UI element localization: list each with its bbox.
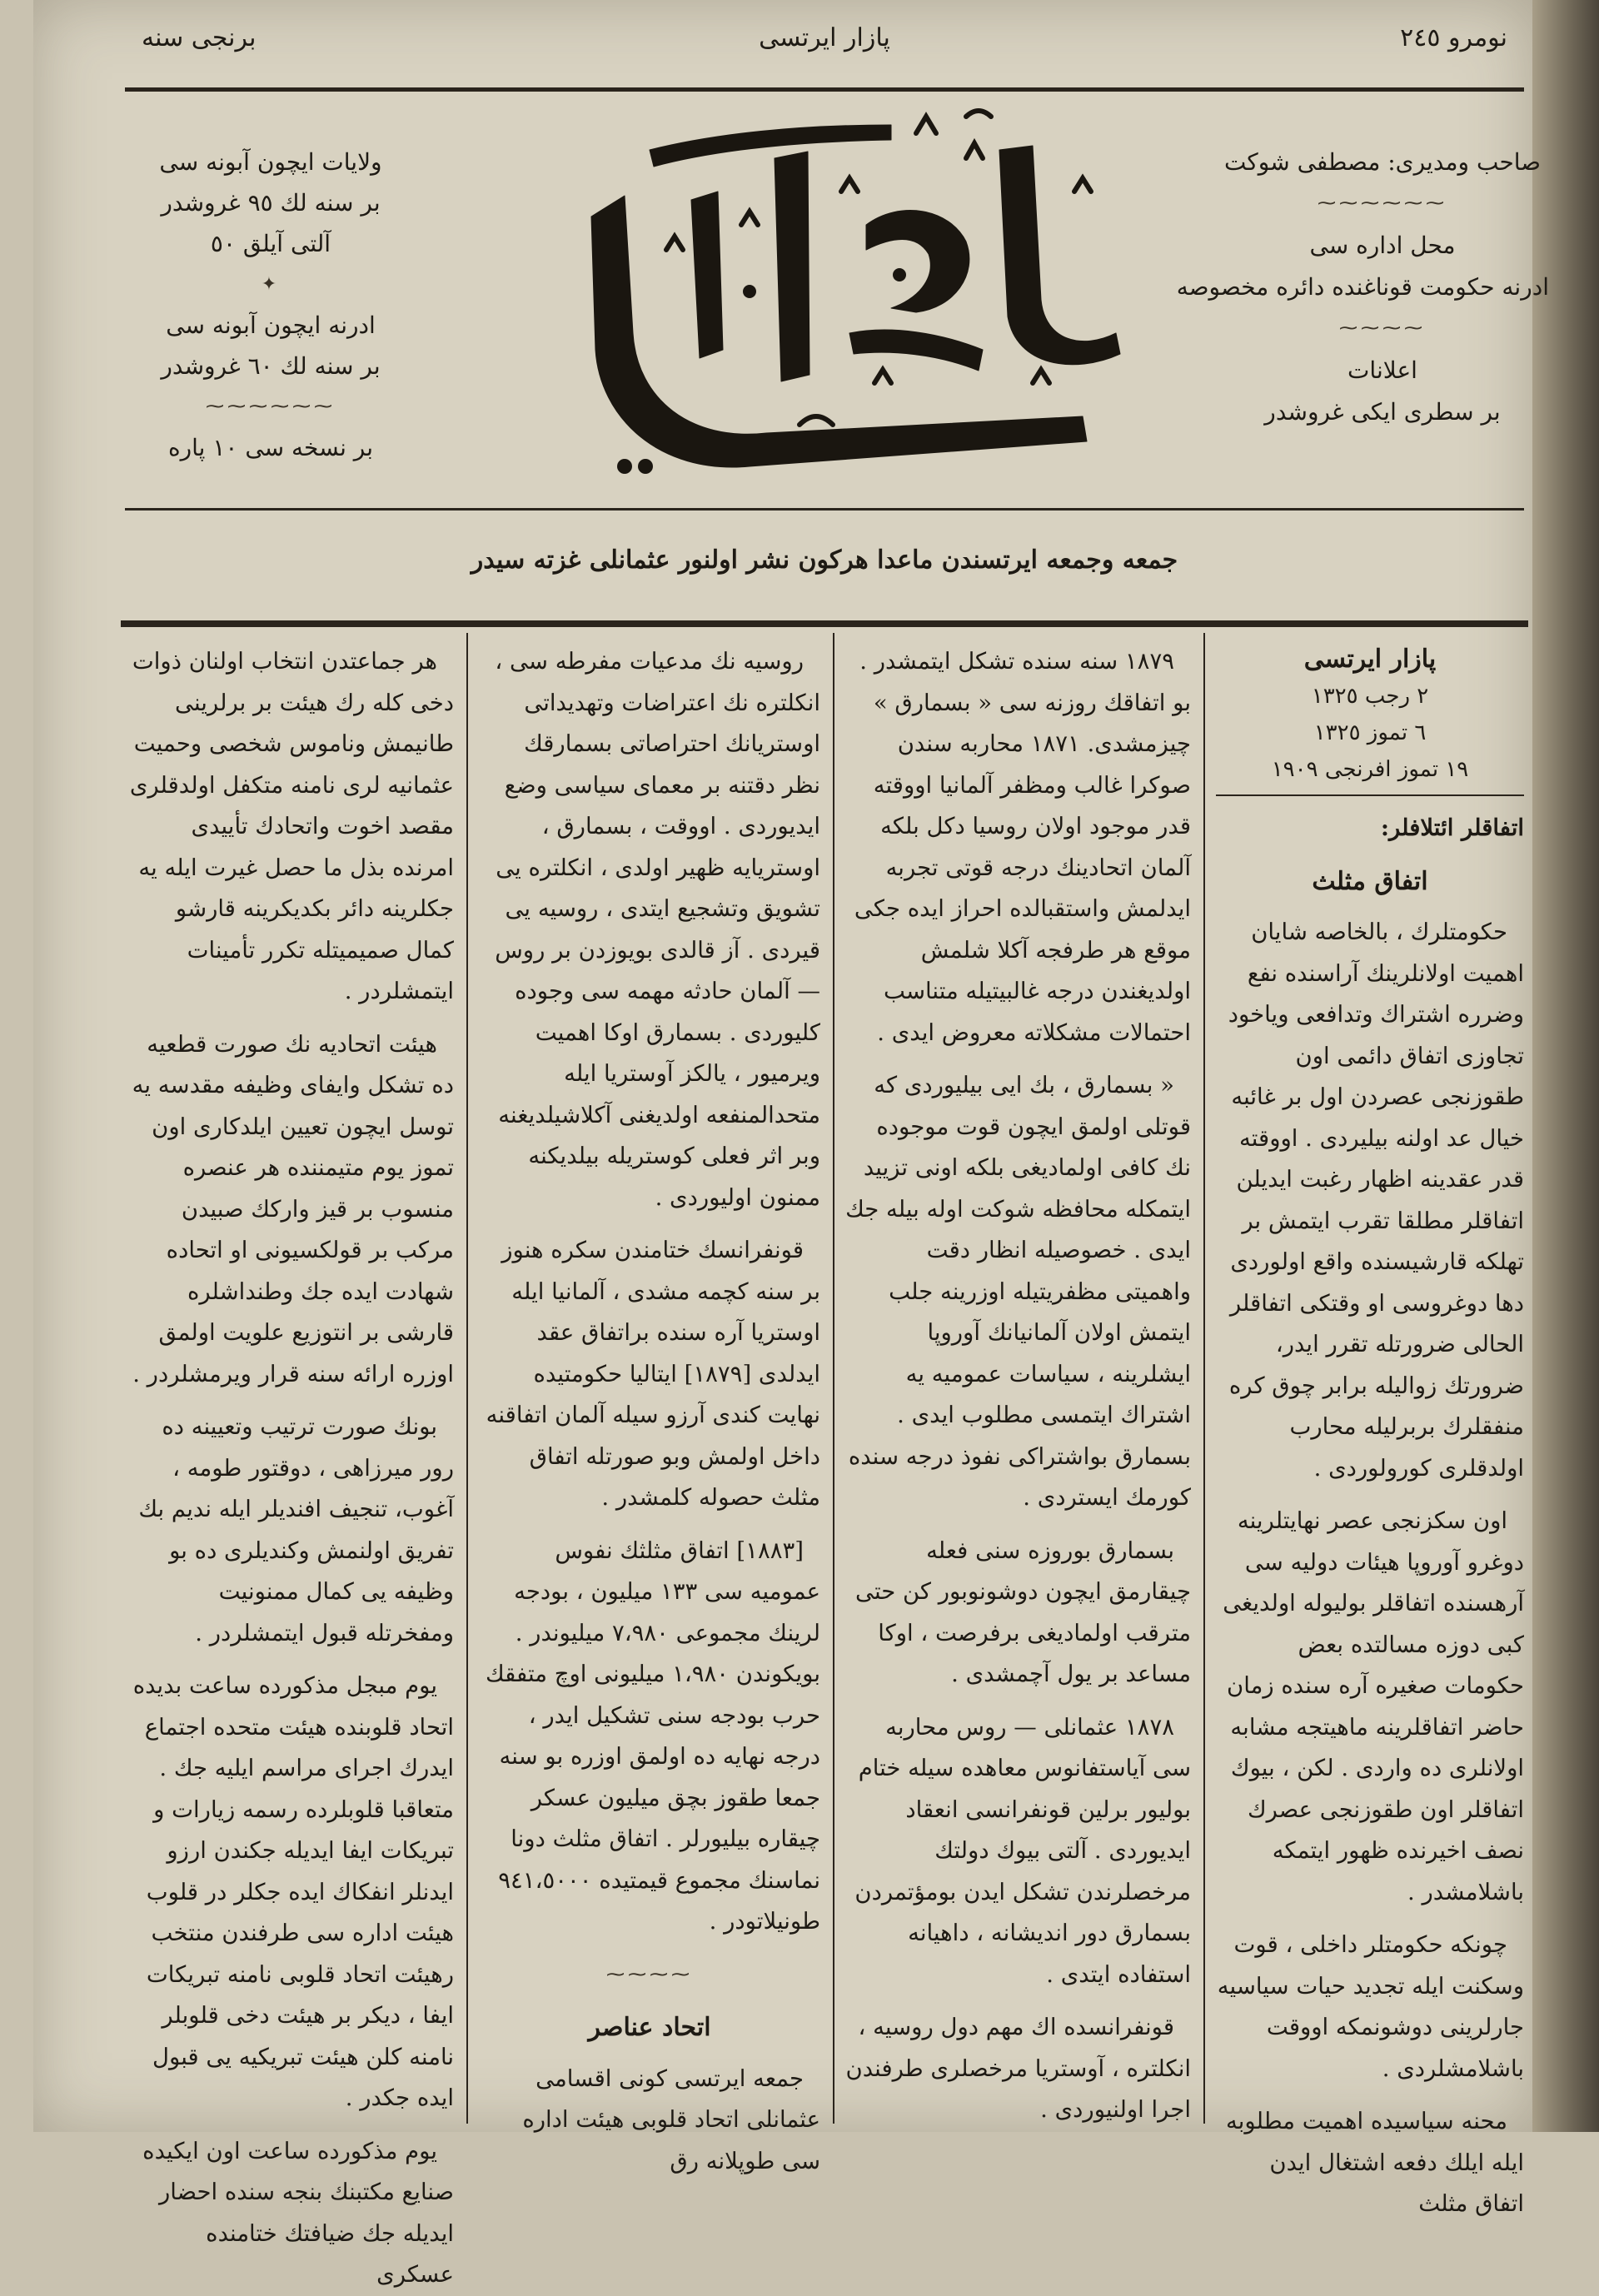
date-hijri: ٢ رجب ١٣٢٥ <box>1311 684 1429 709</box>
article-paragraph: جمعه ایرتسی کونی اقسامی عثمانلی اتحاد قلوبی هیئت اداره سی طوپلانه رق <box>522 2064 820 2174</box>
subscription-line: بر سنه لك ٦٠ غروشدر <box>161 352 381 380</box>
column-divider <box>466 633 468 2124</box>
article-paragraph: ١٨٧٨ عثمانلی — روس محاربه سی آیاستفانوس معاهده سیله ختام بولیور برلین قونفرانسی انعقاد ایدیوردی . آلتی بیوك دولتك مرخصلرندن تشکل ایدن بومؤتمردن بسمارق دور اندیشانه ، داهیانه استفاده ایتدی . <box>854 1713 1191 1988</box>
section-heading: اتحاد عناصر <box>588 2013 711 2042</box>
article-paragraph: قونفرانسك ختامندن سکره هنوز بر سنه کچمه مشدی ، آلمانیا ایله اوستریا آره سنده براتفاق عقد ایدلدی [١٨٧٩] ایتالیا حکومتیده نهایت کندی آرزو سیله آلمان اتفاقنه داخل اولمش وبو صورتله اتفاق مثلث حصوله کلمشدر . <box>486 1237 820 1511</box>
article-paragraph: هیئت اتحادیه نك صورت قطعیه ده تشکل وایفای وظیفه مقدسه یه توسل ایچون تعیین ایلدکاری اون تموز یوم متیمننده هر عنصره منسوب بر قیز وارکك صبیدن مرکب بر قولکسیونی او اتحاده شهادت ایده جك وطنداشلره قارشی بر انتوزیع علویت اولمق اوزره ارائه سنه قرار ویرمشلردر . <box>132 1030 454 1387</box>
article-column-2 <box>845 641 1191 2124</box>
date-gregorian: ١٩ تموز افرنجی ١٩٠٩ <box>1271 757 1469 782</box>
masthead-logo <box>500 100 1183 500</box>
subscription-line: ادرنه ایچون آبونه سی <box>166 311 376 339</box>
article-paragraph: یوم مذکورده ساعت اون ایکیده صنایع مکتبنك بنجه سنده احضار ایدیله جك ضیافتك ختامنده عسکری <box>142 2137 454 2288</box>
article-paragraph: بسمارق بوروزه سنی فعله چیقارمق ایچون دوشونوبور کن حتی مترقب اولمادیغی برفرصت ، اوکا مساعد بر یول آچمشدی . <box>855 1536 1191 1687</box>
ornament-divider: ⁓⁓⁓⁓ <box>606 1964 693 1985</box>
date-day: پازار ایرتسی <box>1303 645 1437 674</box>
article-paragraph: حکومتلرك ، بالخاصه شایان اهمیت اولانلرینك آراسنده نفع وضرره اشتراك وتدافعی ویاخود تجاوزی اتفاق دائمی اون طقوزنجی عصردن اول بر غائبه خیال عد اولنه بیلیردی . اووقته قدر عقدینه اظهار رغبت ایدیلن اتفاقلر مطلقا تقرب ایتمش بر تهلکه قارشیسنده واقع اولوردی دها دوغروسی او وقتکی اتفاقلر الحالی ضرورتله تقرر ایدر، ضرورتك زوالیله برابر چوق کره منفقلرك بربرلیله محارب اولدقلری کورولوردی . <box>1228 919 1524 1482</box>
date-divider <box>1216 794 1524 796</box>
ornament-divider: ⁓⁓⁓⁓ <box>1339 318 1426 339</box>
subscription-line: ولایات ایچون آبونه سی <box>159 148 382 176</box>
subscription-box <box>133 142 408 468</box>
section-kicker: اتفاقلر ائتلافلر: <box>1380 814 1524 841</box>
article-column-1 <box>1216 641 1524 2217</box>
masthead-calligraphy <box>500 100 1183 500</box>
masthead-subtitle: جمعه وجمعه ایرتسندن ماعدا هرکون نشر اولنور عثمانلی غزته سیدر <box>471 545 1178 575</box>
subscription-line: آلتی آیلق ٥٠ <box>210 230 331 257</box>
ads-price: بر سطری ایکی غروشدر <box>1264 398 1501 426</box>
office-address: ادرنه حکومت قوناغنده دائره مخصوصه <box>1176 273 1549 301</box>
article-column-3 <box>479 641 820 2174</box>
column-divider <box>833 633 834 2124</box>
article-paragraph: اون سکزنجی عصر نهایتلرینه دوغرو آوروپا هیئات دولیه سی آرهسنده اتفاقلر بولیوله اولدیغی کبی دوزه مسالتده بعض حکومات صغیره آره سنده زمان حاضر اتفاقلرینه ماهیتجه مشابه اولانلری ده واردی . لکن ، بیوك اتفاقلر اون طقوزنجی عصرك نصف اخیرنده ظهور ایتمکه باشلامشدر . <box>1223 1507 1524 1905</box>
office-label: محل اداره سی <box>1309 232 1456 259</box>
ornament-divider: ✦ <box>261 274 281 295</box>
subscription-line: بر نسخه سی ١٠ پاره <box>167 434 374 461</box>
owner-line: صاحب ومدیری: مصطفی شوکت <box>1223 148 1542 176</box>
header-rule-top <box>125 87 1524 92</box>
article-paragraph: چونکه حکومتلر داخلی ، قوت وسکنت ایله تجدید حیات سیاسیه جارلرینی دوشونمکه اووقت باشلامشلردی . <box>1217 1931 1524 2082</box>
article-column-4 <box>125 641 454 2288</box>
top-header <box>125 17 1524 58</box>
year-label: برنجی سنه <box>142 23 257 52</box>
weekday-label: پازار ایرتسی <box>759 23 890 52</box>
ornament-divider: ⁓⁓⁓⁓⁓⁓ <box>1318 193 1447 214</box>
article-paragraph: ١٨٧٩ سنه سنده تشکل ایتمشدر . بو اتفاقك روزنه سی « بسمارق » چیزمشدی. ١٨٧١ محاربه سندن صوکرا غالب ومظفر آلمانیا اووقته قدر موجود اولان روسیا دکل بلکه آلمان اتحادینك درجه قوتی تجربه ایدلمش واستقبالده احراز ایده جکی موقع هر طرفجه آکلا شلمش اولدیغندن درجه غالبیتیله متناسب احتمالات مشکلاته معروض ایدی . <box>854 648 1191 1046</box>
columns-rule-top <box>121 620 1528 627</box>
column-divider <box>1203 633 1205 2124</box>
date-box <box>1216 641 1524 788</box>
article-paragraph: [١٨٨٣] اتفاق مثلثك نفوس عمومیه سی ١٣٣ میلیون ، بودجه لرینك مجموعی ٧،٩٨٠ میلیوندر . بویکوندن ١،٩٨٠ میلیونی اوچ متفقك حرب بودجه سنی تشکیل ایدر ، درجه نهایه ده اولمق اوزره بو سنه جمعا طقوز بچق میلیون عسکر چیقاره بیلیورلر . اتفاق مثلث دونا نماسنك مجموع قیمتیده ٩٤١،٥٠٠٠ طونیلاتودر . <box>485 1536 820 1935</box>
article-paragraph: روسیه نك مدعیات مفرطه سی ، انکلتره نك اعتراضات وتهدیداتی اوستریانك احتراصاتی بسمارقك نظر دقتنه بر معمای سیاسی وضع ایدیوردی . اووقت ، بسمارق ، اوستریایه ظهیر اولدی ، انکلتره یی تشویق وتشجیع ایتدی ، روسیه یی قیردی . آز قالدی بویوزدن بر روس — آلمان حادثه مهمه سی وجوده کلیوردی . بسمارق اوکا اهمیت ویرمیور ، یالکز آوستریا ایله متحدالمنفعه اولدیغنی آکلاشیلدیغنه وبر اثر فعلی کوستریله بیلدیکنه ممنون اولیوردی . <box>495 648 820 1211</box>
date-rumi: ٦ تموز ١٣٢٥ <box>1313 720 1427 745</box>
article-paragraph: هر جماعتدن انتخاب اولنان ذوات دخی کله رك هیئت بر برلرینی طانیمش وناموس شخصی وحمیت عثمانیه لری نامنه متکفل اولدقلری مقصد اخوت واتحادك تأییدی امرنده بذل ما حصل غیرت ایله یه جکلرینه دائر بکدیکرینه قارشو کمال صمیمیتله تکرر تأمینات ایتمشلردر . <box>129 648 454 1004</box>
issue-number: نومرو ٢٤٥ <box>1400 23 1507 52</box>
article-paragraph: محنه سیاسیده اهمیت مطلوبه ایله ایلك دفعه اشتغال ایدن اتفاق مثلث <box>1226 2108 1524 2217</box>
article-paragraph: یوم مبجل مذکورده ساعت بدیده اتحاد قلوبنده هیئت متحده اجتماع ایدرك اجرای مراسم ایلیه جك . متعاقبا قلوبلرده رسمه زیارات و تبریکات ایفا ایدیله جکندن ارزو ایدنلر انفکاك ایده جکلر در قلوب هیئت اداره سی طرفندن منتخب رهیئت اتحاد قلوبی نامنه تبریکات ایفا ، دیکر بر هیئت دخی قلوبلر نامنه کلن هیئت تبریکیه یی قبول ایده جکدر . <box>132 1672 454 2111</box>
article-paragraph: « بسمارق ، بك ایی بیلیوردی که قوتلی اولمق ایچون قوت موجوده نك کافی اولمادیغی بلکه اونی تزیید ایتمکله محافظه شوکت اوله بیله جك ایدی . خصوصیله انظار دقت واهمیتی مظفریتیله اوزرینه جلب ایتمش اولان آلمانیانك آوروپا ایشلرینه ، سیاسات عمومیه یه اشتراك ایتمسی مطلوب ایدی . بسمارق بواشتراکی نفوذ درجه سنده کورمك ایستردی . <box>845 1072 1191 1511</box>
ads-label: اعلانات <box>1347 356 1417 384</box>
ornament-divider: ⁓⁓⁓⁓⁓⁓ <box>206 396 336 417</box>
article-heading: اتفاق مثلث <box>1312 866 1428 896</box>
publisher-box <box>1176 142 1549 433</box>
masthead-rule <box>125 508 1524 510</box>
article-paragraph: قونفرانسده اك مهم دول روسیه ، انکلتره ، آوستریا مرخصلری طرفندن اجرا اولنیوردی . <box>845 2014 1191 2123</box>
subscription-line: بر سنه لك ٩٥ غروشدر <box>161 189 381 217</box>
article-paragraph: بونك صورت ترتیب وتعیینه ده رور میرزاهی ، دوقتور طومه ، آغوب، تنجیف افندیلر ایله ندیم بك تفریق اولنمش وکندیلری ده بو وظیفه یی کمال ممنونیت ومفخرتله قبول ایتمشلردر . <box>138 1413 454 1646</box>
